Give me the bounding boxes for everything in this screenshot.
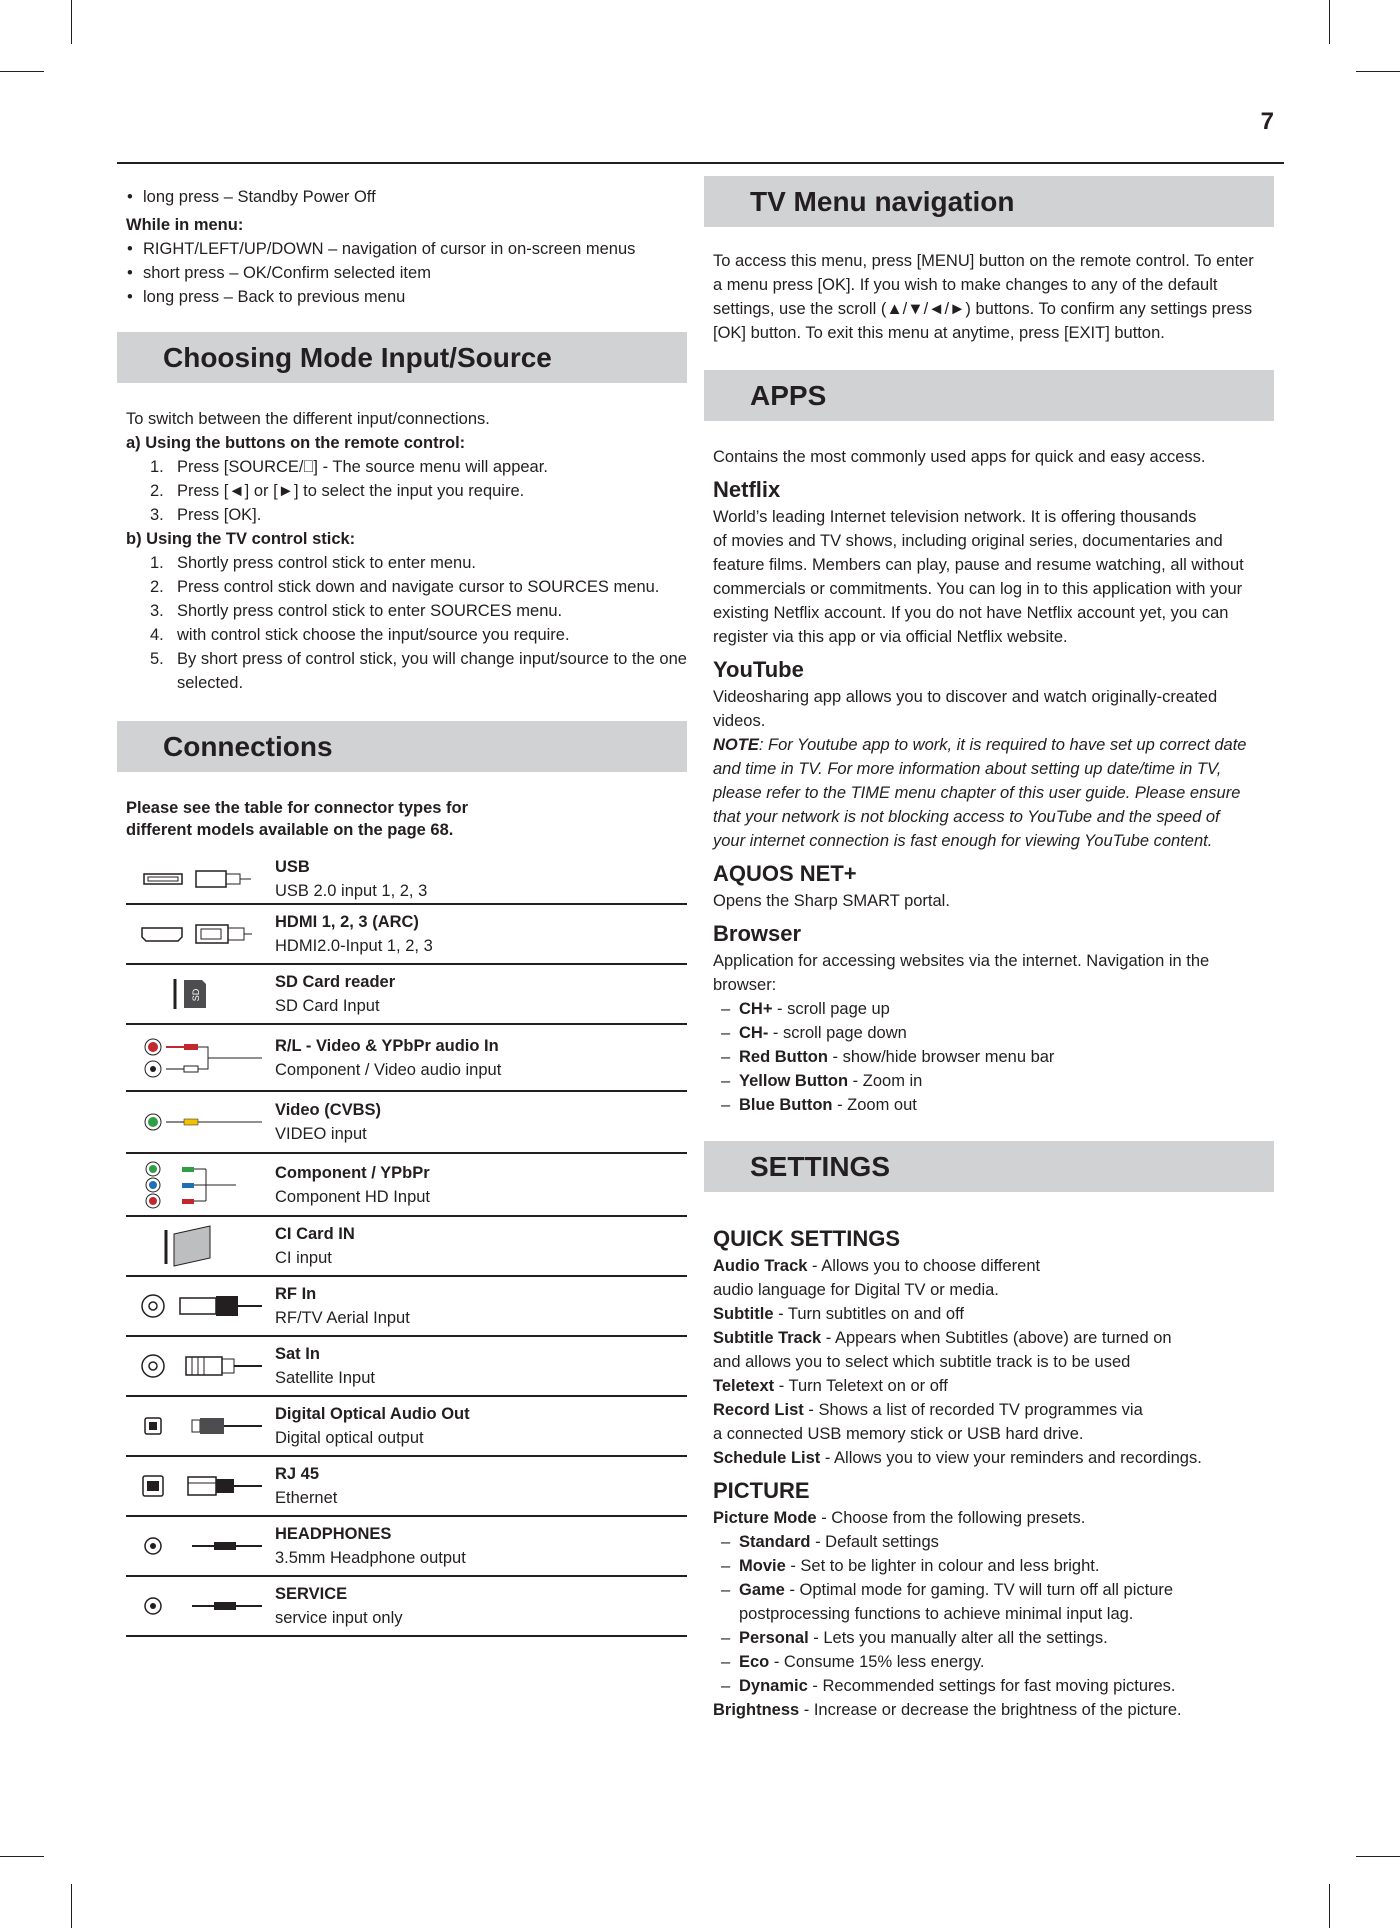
table-row — [126, 1024, 687, 1091]
table-row — [126, 1276, 687, 1336]
list-item — [704, 997, 1274, 1021]
list-item — [117, 551, 687, 575]
netflix-text: register via this app or via official Netflix website. — [713, 628, 1068, 646]
step-text: By short press of control stick, you will change input/source to the one selected. — [177, 650, 687, 692]
connector-desc: Ethernet — [275, 1489, 338, 1507]
step-number: 2. — [150, 482, 164, 500]
list-item — [117, 455, 687, 479]
list-item — [117, 479, 687, 503]
step-text: Press [OK]. — [177, 506, 262, 524]
item-key: Standard — [739, 1533, 811, 1551]
browser-text: browser: — [713, 976, 777, 994]
connector-desc: service input only — [275, 1609, 403, 1627]
settings-entry — [704, 1254, 1274, 1278]
item-key: Personal — [739, 1629, 809, 1647]
connector-desc: CI input — [275, 1249, 332, 1267]
entry-text: - Allows you to choose different — [807, 1257, 1041, 1275]
list-item — [117, 575, 687, 599]
entry-key: Subtitle Track — [713, 1329, 822, 1347]
step-number: 5. — [150, 650, 164, 668]
list-item — [704, 1554, 1274, 1578]
left-column — [117, 168, 687, 1637]
connector-desc: USB 2.0 input 1, 2, 3 — [275, 882, 428, 900]
list-item — [117, 647, 687, 695]
netflix-text: existing Netflix account. If you do not have Netflix account yet, you can — [713, 604, 1229, 622]
item-key: CH+ — [739, 1000, 773, 1018]
crop-mark — [71, 0, 72, 44]
item-text: - Recommended settings for fast moving pictures. — [807, 1677, 1176, 1695]
bullet-item: • short press – OK/Confirm selected item — [117, 261, 687, 285]
entry-text: - Turn Teletext on or off — [774, 1377, 948, 1395]
rca-audio-icon — [126, 1035, 266, 1081]
crop-mark — [1356, 71, 1400, 72]
list-item-cont: postprocessing functions to achieve minimal input lag. — [739, 1605, 1134, 1623]
item-text: - Zoom out — [832, 1096, 917, 1114]
item-text: - Zoom in — [848, 1072, 923, 1090]
netflix-heading: Netflix — [713, 477, 781, 502]
table-row — [126, 1216, 687, 1276]
bullet-item: • long press – Standby Power Off — [117, 185, 687, 209]
item-text: - Consume 15% less energy. — [769, 1653, 985, 1671]
note-text: : For Youtube app to work, it is required to have set up correct date — [758, 736, 1247, 754]
connections-note: different models available on the page 68. — [126, 821, 454, 839]
hdmi-icon — [126, 922, 266, 946]
list-item — [704, 1093, 1274, 1117]
table-row — [126, 964, 687, 1024]
item-key: Dynamic — [739, 1677, 808, 1695]
connections-table — [126, 855, 687, 1637]
header-rule — [117, 162, 1284, 164]
entry-key: Teletext — [713, 1377, 775, 1395]
crop-mark — [0, 71, 44, 72]
entry-key: Subtitle — [713, 1305, 774, 1323]
right-column — [704, 168, 1274, 1722]
entry-text: - Increase or decrease the brightness of the picture. — [799, 1701, 1182, 1719]
settings-entry-cont: a connected USB memory stick or USB hard drive. — [713, 1425, 1084, 1443]
entry-text: - Choose from the following presets. — [816, 1509, 1086, 1527]
picture-heading: PICTURE — [713, 1478, 810, 1503]
item-key: Red Button — [739, 1048, 828, 1066]
list-item — [704, 1530, 1274, 1554]
step-number: 3. — [150, 602, 164, 620]
crop-mark — [1356, 1856, 1400, 1857]
sd-card-icon — [126, 977, 266, 1011]
connector-name: HEADPHONES — [275, 1525, 392, 1543]
tv-menu-text: a menu press [OK]. If you wish to make changes to any of the default — [713, 276, 1218, 294]
aquos-heading: AQUOS NET+ — [713, 861, 857, 886]
aquos-text: Opens the Sharp SMART portal. — [713, 892, 950, 910]
apps-banner: APPS — [704, 370, 1274, 421]
youtube-note: please refer to the TIME menu chapter of this user guide. Please ensure — [713, 784, 1241, 802]
settings-banner: SETTINGS — [704, 1141, 1274, 1192]
table-row — [126, 1576, 687, 1636]
entry-text: - Appears when Subtitles (above) are turned on — [821, 1329, 1172, 1347]
rf-icon — [126, 1291, 266, 1321]
entry-key: Audio Track — [713, 1257, 808, 1275]
list-item — [117, 503, 687, 527]
item-key: Game — [739, 1581, 785, 1599]
connector-name: Video (CVBS) — [275, 1101, 382, 1119]
crop-mark — [0, 1856, 44, 1857]
remote-steps-heading: a) Using the buttons on the remote control: — [126, 434, 466, 452]
table-row — [126, 904, 687, 964]
browser-text: Application for accessing websites via the internet. Navigation in the — [713, 952, 1210, 970]
step-text: Press [SOURCE/⎕] - The source menu will appear. — [177, 458, 548, 476]
youtube-note: and time in TV. For more information about setting up date/time in TV, — [713, 760, 1222, 778]
connector-name: Digital Optical Audio Out — [275, 1405, 470, 1423]
item-text: - Default settings — [810, 1533, 939, 1551]
table-row — [126, 1336, 687, 1396]
table-row — [126, 1396, 687, 1456]
connector-name: CI Card IN — [275, 1225, 355, 1243]
tv-menu-banner: TV Menu navigation — [704, 176, 1274, 227]
browser-heading: Browser — [713, 921, 802, 946]
netflix-text: World’s leading Internet television network. It is offering thousands — [713, 508, 1197, 526]
ci-card-icon — [126, 1224, 266, 1268]
list-item — [704, 1650, 1274, 1674]
entry-key: Brightness — [713, 1701, 800, 1719]
entry-text: - Allows you to view your reminders and recordings. — [820, 1449, 1202, 1467]
component-icon — [126, 1160, 266, 1210]
connector-name: HDMI 1, 2, 3 (ARC) — [275, 913, 419, 931]
connector-desc: RF/TV Aerial Input — [275, 1309, 410, 1327]
connector-desc: Component HD Input — [275, 1187, 431, 1206]
entry-text: - Turn subtitles on and off — [773, 1305, 964, 1323]
headphones-icon — [126, 1533, 266, 1559]
connector-name: SERVICE — [275, 1585, 348, 1603]
rca-video-icon — [126, 1110, 266, 1134]
netflix-text: commercials or commitments. You can log in to this application with your — [713, 580, 1243, 598]
youtube-text: Videosharing app allows you to discover and watch originally-created — [713, 688, 1218, 706]
table-row — [126, 1091, 687, 1153]
list-item — [117, 623, 687, 647]
choosing-mode-banner: Choosing Mode Input/Source — [117, 332, 687, 383]
while-in-menu-heading: While in menu: — [126, 216, 244, 234]
step-text: Press [◄] or [►] to select the input you require. — [177, 482, 525, 500]
quick-settings-heading: QUICK SETTINGS — [713, 1226, 901, 1251]
connector-name: Component / YPbPr — [275, 1163, 430, 1182]
netflix-text: feature films. Members can play, pause and resume watching, all without — [713, 556, 1244, 574]
step-number: 2. — [150, 578, 164, 596]
connector-name: Sat In — [275, 1345, 320, 1363]
control-stick-heading: b) Using the TV control stick: — [126, 530, 356, 548]
tv-menu-text: settings, use the scroll (▲/▼/◄/►) buttons. To confirm any settings press — [713, 300, 1253, 318]
connector-name: RJ 45 — [275, 1465, 320, 1483]
connector-desc: SD Card Input — [275, 997, 380, 1015]
connector-name: R/L - Video & YPbPr audio In — [275, 1036, 499, 1055]
table-row — [126, 1456, 687, 1516]
step-text: Press control stick down and navigate cursor to SOURCES menu. — [177, 578, 660, 596]
list-item — [704, 1578, 1274, 1602]
connector-desc: Component / Video audio input — [275, 1060, 502, 1079]
youtube-note — [704, 733, 1274, 757]
ethernet-icon — [126, 1472, 266, 1500]
step-text: with control stick choose the input/source you require. — [177, 626, 570, 644]
item-text: - Set to be lighter in colour and less bright. — [785, 1557, 1100, 1575]
connector-desc: Digital optical output — [275, 1429, 424, 1447]
connections-note: Please see the table for connector types for — [126, 799, 469, 817]
step-number: 1. — [150, 554, 164, 572]
connections-banner: Connections — [117, 721, 687, 772]
step-text: Shortly press control stick to enter SOURCES menu. — [177, 602, 563, 620]
entry-key: Picture Mode — [713, 1509, 817, 1527]
list-item — [704, 1069, 1274, 1093]
list-item — [704, 1045, 1274, 1069]
step-number: 4. — [150, 626, 164, 644]
sat-icon — [126, 1351, 266, 1381]
step-number: 1. — [150, 458, 164, 476]
tv-menu-text: [OK] button. To exit this menu at anytime, press [EXIT] button. — [713, 324, 1165, 342]
settings-entry — [704, 1302, 1274, 1326]
optical-icon — [126, 1413, 266, 1439]
connector-desc: HDMI2.0-Input 1, 2, 3 — [275, 937, 433, 955]
list-item — [117, 599, 687, 623]
entry-key: Record List — [713, 1401, 804, 1419]
item-key: Blue Button — [739, 1096, 833, 1114]
youtube-note: your internet connection is fast enough for viewing YouTube content. — [713, 832, 1213, 850]
settings-entry — [704, 1446, 1274, 1470]
bullet-item: • long press – Back to previous menu — [117, 285, 687, 309]
connector-name: SD Card reader — [275, 973, 396, 991]
entry-text: - Shows a list of recorded TV programmes via — [803, 1401, 1143, 1419]
item-key: CH- — [739, 1024, 769, 1042]
crop-mark — [71, 1884, 72, 1928]
settings-entry — [704, 1698, 1274, 1722]
connector-name: USB — [275, 858, 310, 876]
apps-intro: Contains the most commonly used apps for quick and easy access. — [713, 448, 1206, 466]
item-key: Eco — [739, 1653, 770, 1671]
tv-menu-text: To access this menu, press [MENU] button on the remote control. To enter — [713, 252, 1254, 270]
step-text: Shortly press control stick to enter menu. — [177, 554, 476, 572]
settings-entry — [704, 1398, 1274, 1422]
page-number: 7 — [1260, 108, 1274, 135]
item-text: - scroll page down — [768, 1024, 907, 1042]
item-text: - Optimal mode for gaming. TV will turn off all picture — [784, 1581, 1174, 1599]
item-text: - Lets you manually alter all the settings. — [808, 1629, 1108, 1647]
crop-mark — [1329, 0, 1330, 44]
youtube-text: videos. — [713, 712, 766, 730]
choosing-mode-intro: To switch between the different input/connections. — [126, 410, 490, 428]
list-item — [704, 1626, 1274, 1650]
youtube-heading: YouTube — [713, 657, 804, 682]
table-row — [126, 855, 687, 904]
note-label: NOTE — [713, 736, 759, 754]
connector-desc: VIDEO input — [275, 1125, 367, 1143]
youtube-note: that your network is not blocking access to YouTube and the speed of — [713, 808, 1220, 826]
crop-mark — [1329, 1884, 1330, 1928]
item-text: - show/hide browser menu bar — [827, 1048, 1055, 1066]
settings-entry — [704, 1506, 1274, 1530]
item-key: Yellow Button — [739, 1072, 849, 1090]
list-item — [704, 1021, 1274, 1045]
sd-card-label: SD — [191, 988, 201, 1002]
connector-desc: 3.5mm Headphone output — [275, 1549, 466, 1567]
settings-entry-cont: and allows you to select which subtitle track is to be used — [713, 1353, 1131, 1371]
step-number: 3. — [150, 506, 164, 524]
service-jack-icon — [126, 1593, 266, 1619]
usb-icon — [126, 867, 266, 891]
list-item — [704, 1674, 1274, 1698]
item-key: Movie — [739, 1557, 786, 1575]
netflix-text: of movies and TV shows, including original series, documentaries and — [713, 532, 1223, 550]
settings-entry — [704, 1326, 1274, 1350]
bullet-item: • RIGHT/LEFT/UP/DOWN – navigation of cursor in on-screen menus — [117, 237, 687, 261]
connector-name: RF In — [275, 1285, 317, 1303]
settings-entry — [704, 1374, 1274, 1398]
item-text: - scroll page up — [772, 1000, 890, 1018]
table-row — [126, 1516, 687, 1576]
connector-desc: Satellite Input — [275, 1369, 375, 1387]
entry-key: Schedule List — [713, 1449, 821, 1467]
table-row — [126, 1153, 687, 1216]
settings-entry-cont: audio language for Digital TV or media. — [713, 1281, 999, 1299]
